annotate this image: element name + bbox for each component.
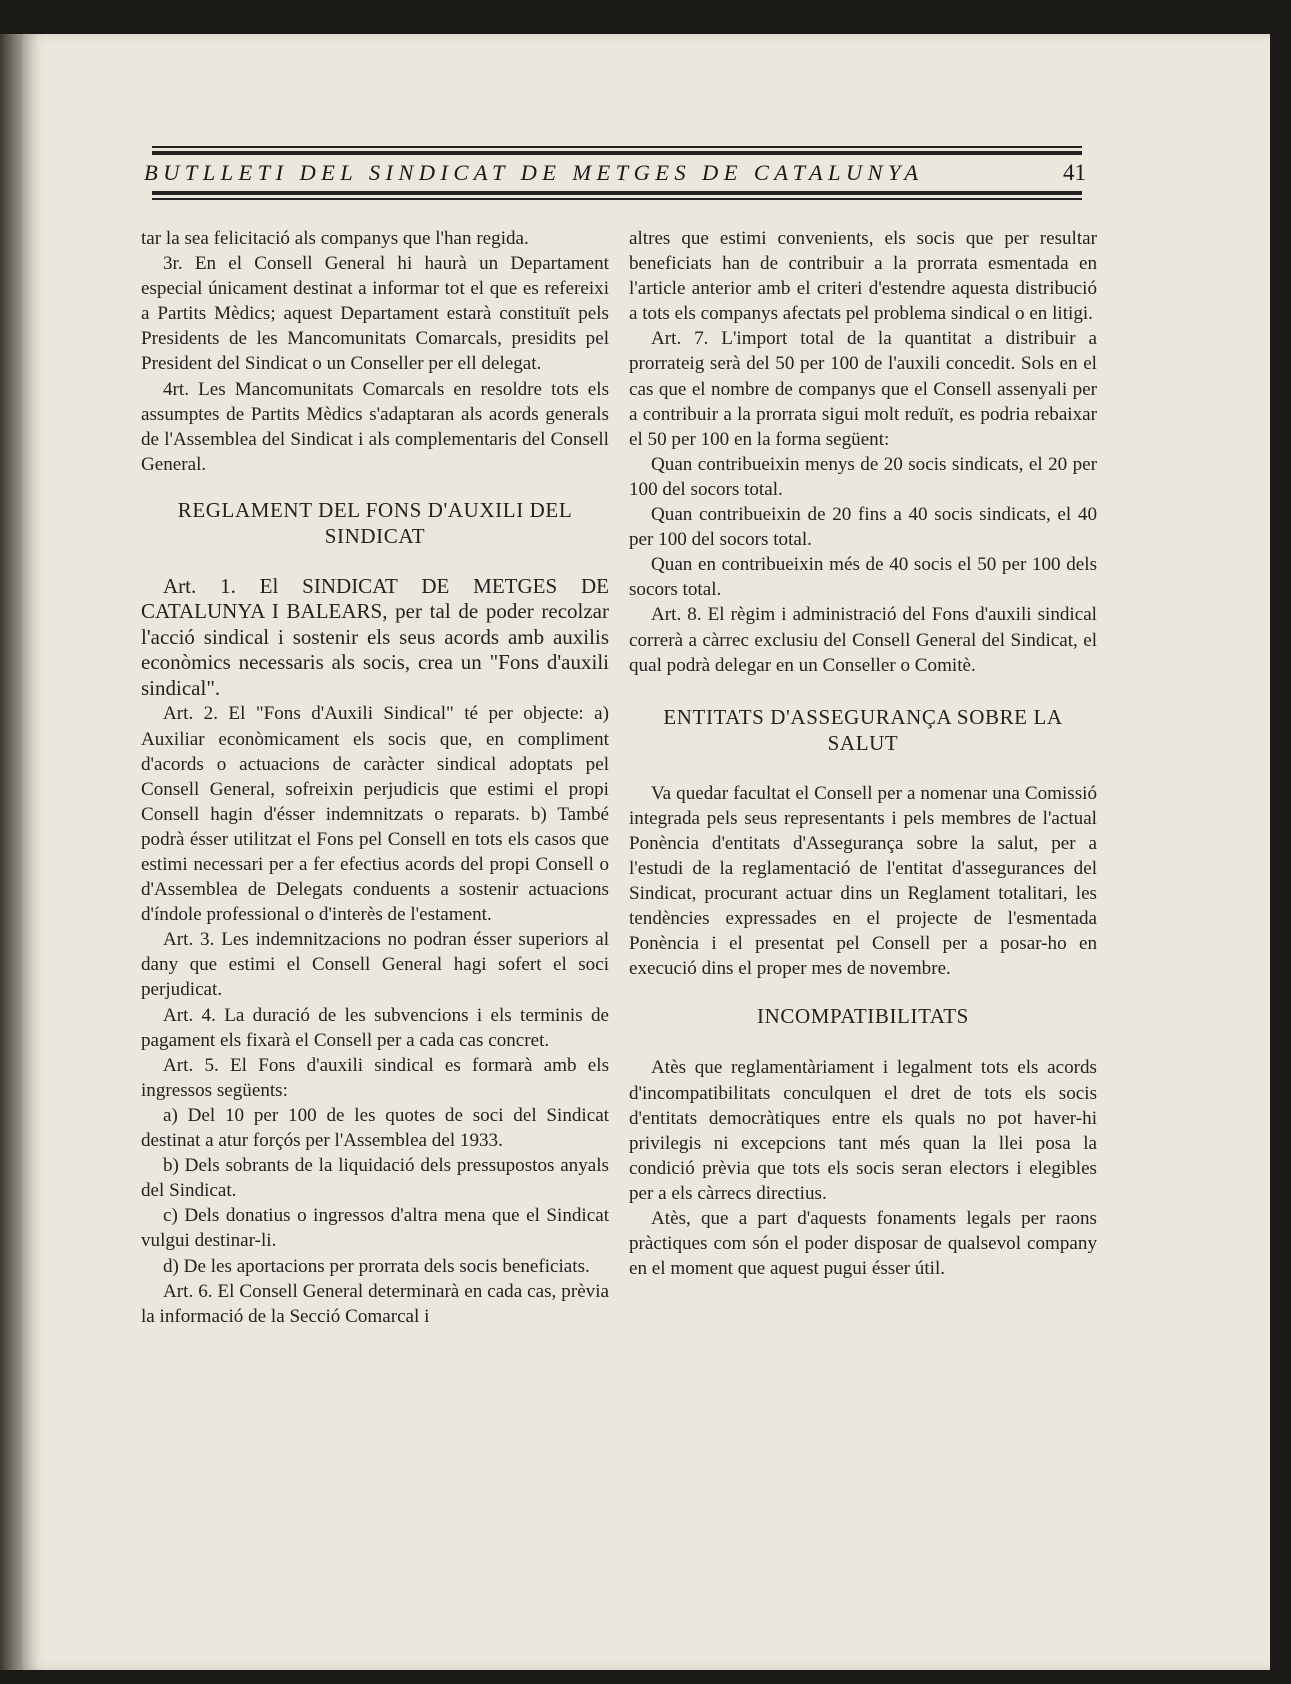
section-heading: ENTITATS D'ASSEGURANÇA SOBRE LA SALUT: [663, 704, 1063, 755]
paragraph: Art. 7. L'import total de la quantitat a distribuir a prorrateig serà del 50 per 100 de l'auxili concedit. Sols en el cas que el nombre de companys que el Consell assenyali per a contribuir a la prorrata sigui molt reduït, es podria rebaixar el 50 per 100 en la forma següent:: [629, 328, 1097, 450]
paragraph: Art. 8. El règim i administració del Fons d'auxili sindical correrà a càrrec exclusiu del Consell General del Sindicat, el qual podrà delegar en un Conseller o Comitè.: [629, 604, 1097, 676]
paragraph: altres que estimi convenients, els socis que per resultar beneficiats han de contribuir a la prorrata esmentada en l'article anterior amb el criteri d'estendre aquesta distribució a tots els companys afectats pel problema sindical o en litigi.: [629, 228, 1097, 325]
header-rule: [152, 146, 1082, 148]
paragraph: Atès, que a part d'aquests fonaments legals per raons pràctiques com són el poder disposar de qualsevol company en el moment que aquest pugui ésser útil.: [629, 1208, 1097, 1280]
paragraph: tar la sea felicitació als companys que l'han regida.: [141, 228, 529, 249]
paragraph: Art. 5. El Fons d'auxili sindical es formarà amb els ingressos següents:: [141, 1054, 609, 1101]
header-rule: [152, 198, 1082, 200]
paragraph: Atès que reglamentàriament i legalment tots els acords d'incompatibilitats conculquen el dret de tots els socis d'entitats democràtiques entre els quals no pot haver-hi privilegis ni excepcions tant més quan la llei posa la condició prèvia que tots els socis seran electors i elegibles per a els càrrecs directius.: [629, 1057, 1097, 1204]
paragraph: Art. 6. El Consell General determinarà en cada cas, prèvia la informació de la Secció Comarcal i: [141, 1280, 609, 1327]
paragraph: Art. 4. La duració de les subvencions i els terminis de pagament els fixarà el Consell per a cada cas concret.: [141, 1004, 609, 1051]
paragraph: Va quedar facultat el Consell per a nomenar una Comissió integrada pels seus representants i pels membres de l'actual Ponència d'entitats d'Assegurança sobre la salut, per a l'estudi de la reglamentació de l'entitat d'assegurances del Sindicat, procurant actuar dins un Reglament totalitari, les tendències expressades en el projecte de l'esmentada Ponència i el presentat pel Consell per a posar-ho en execució dins el proper mes de novembre.: [629, 782, 1097, 980]
list-item: b) Dels sobrants de la liquidació dels pressupostos anyals del Sindicat.: [141, 1155, 609, 1202]
paragraph: Art. 1. El SINDICAT DE METGES DE CATALUNYA I BALEARS, per tal de poder recolzar l'acció sindical i sostenir els seus acords amb auxilis econòmics necessaris als socis, crea un "Fons d'auxili sindical".: [141, 573, 609, 700]
left-column: [141, 226, 609, 1329]
section-heading: INCOMPATIBILITATS: [757, 1004, 969, 1029]
list-item: Quan contribueixin menys de 20 socis sindicats, el 20 per 100 del socors total.: [629, 453, 1097, 500]
section-heading: REGLAMENT DEL FONS D'AUXILI DEL SINDICAT: [177, 497, 573, 548]
running-title: BUTLLETI DEL SINDICAT DE METGES DE CATALUNYA: [144, 160, 924, 185]
paragraph: Art. 2. El "Fons d'Auxili Sindical" té per objecte: a) Auxiliar econòmicament els socis que, en compliment d'acords o actuacions de caràcter sindical adoptats pel Consell General, sofreixin perjudicis que estimi el propi Consell hagin d'ésser indemnitzats o reparats. b) També podrà ésser utilitzat el Fons pel Consell en tots els casos que estimi necessari per a fer efectius acords del propi Consell o d'Assemblea de Delegats conduents a sostenir actuacions d'índole professional o d'interès de l'estament.: [141, 703, 609, 926]
paragraph: 4rt. Les Mancomunitats Comarcals en resoldre tots els assumptes de Partits Mèdics s'adaptaran als acords generals de l'Assemblea del Sindicat i als complementaris del Consell General.: [141, 378, 609, 475]
header-rule: [152, 191, 1082, 195]
header-rule: [152, 151, 1082, 155]
list-item: d) De les aportacions per prorrata dels socis beneficiats.: [163, 1255, 590, 1277]
page-number: 41: [1063, 160, 1086, 185]
paragraph: 3r. En el Consell General hi haurà un Departament especial únicament destinat a informar tot el que es refereixi a Partits Mèdics; aquest Departament estarà constituït pels Presidents de les Mancomunitats Comarcals, presidits pel President del Sindicat o un Conseller per ell delegat.: [141, 253, 609, 375]
list-item: Quan contribueixin de 20 fins a 40 socis sindicats, el 40 per 100 del socors total.: [629, 504, 1097, 551]
paragraph: Art. 3. Les indemnitzacions no podran ésser superiors al dany que estimi el Consell General hagi sofert el soci perjudicat.: [141, 929, 609, 1001]
list-item: c) Dels donatius o ingressos d'altra mena que el Sindicat vulgui destinar-li.: [141, 1205, 609, 1252]
right-column: [629, 226, 1097, 1281]
running-header: [144, 158, 1086, 188]
list-item: a) Del 10 per 100 de les quotes de soci del Sindicat destinat a atur forçós per l'Assemblea del 1933.: [141, 1104, 609, 1152]
list-item: Quan en contribueixin més de 40 socis el 50 per 100 dels socors total.: [629, 554, 1097, 601]
